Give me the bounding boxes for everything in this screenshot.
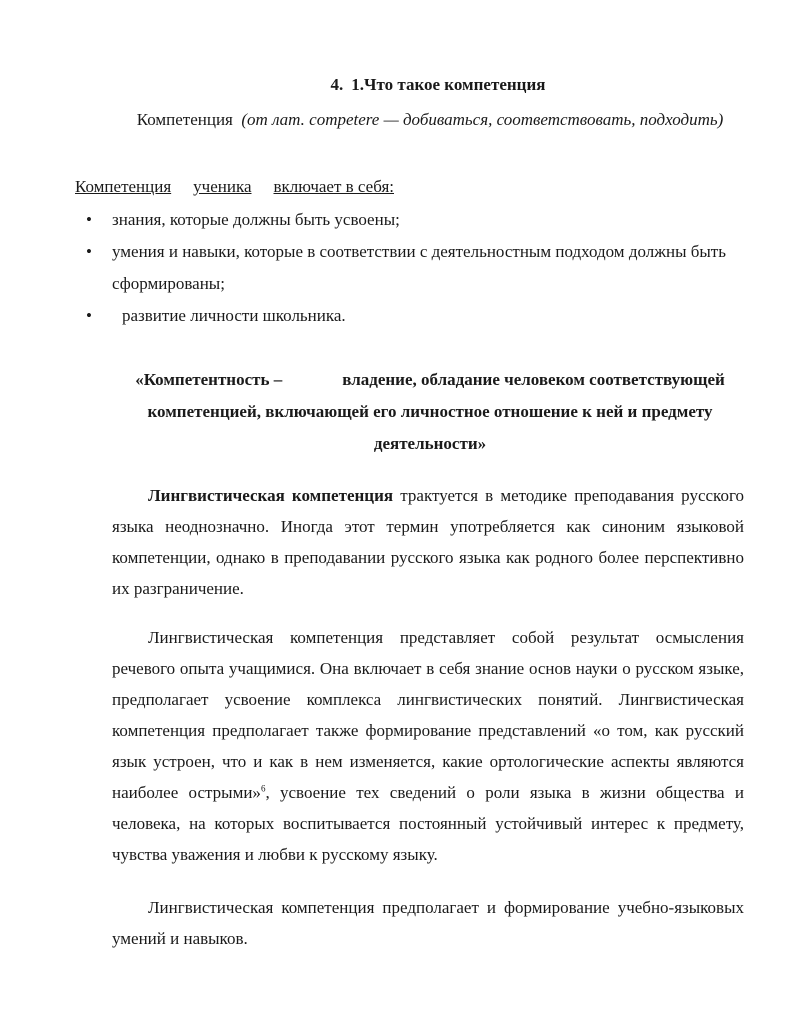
definition-line	[110, 104, 750, 136]
intro-line	[75, 174, 394, 200]
list-item-text: умения и навыки, которые в соответствии с деятельностным подходом должны быть сформированы;	[112, 242, 726, 293]
section-heading	[0, 72, 800, 98]
paragraph-2	[112, 622, 744, 870]
paragraph-2-text-after: , усвоение тех сведений о роли языка в жизни общества и человека, на которых воспитывается постоянный устойчивый интерес к предмету, чувства уважения и любви к русскому языку.	[112, 783, 744, 864]
section-number: 4.	[330, 75, 344, 94]
list-item	[0, 300, 800, 332]
list-item	[0, 204, 800, 236]
paragraph-3	[112, 892, 744, 954]
list-item-text: знания, которые должны быть усвоены;	[112, 210, 400, 229]
quote-block	[100, 364, 760, 460]
paragraph-1	[112, 480, 744, 604]
paragraph-3-text: Лингвистическая компетенция предполагает и формирование учебно-языковых умений и навыков.	[112, 898, 744, 948]
bullet-icon: •	[86, 242, 92, 261]
definition-etymology: (от лат. competere — добиваться, соответствовать, подходить)	[241, 110, 724, 129]
quote-term: «Компетентность –	[135, 370, 283, 389]
list-item	[0, 236, 800, 300]
section-title: 1.Что такое компетенция	[351, 75, 546, 94]
bullet-list	[0, 204, 800, 332]
paragraph-1-bold-lead: Лингвистическая компетенция	[148, 486, 394, 505]
footnote-marker[interactable]: 6	[260, 783, 266, 794]
intro-word-1: Компетенция	[75, 177, 172, 196]
intro-word-3: включает в себя:	[273, 177, 394, 196]
paragraph-2-text-before: Лингвистическая компетенция представляет собой результат осмысления речевого опыта учащимися. Она включает в себя знание основ науки о русском языке, предполагает усвоение комплекса лингвистических понятий. Лингвистическая компетенция предполагает также формирование представлений «о том, как русский язык устроен, что и как в нем изменяется, какие ортологические аспекты являются наиболее острыми»	[112, 628, 744, 802]
quote-definition: владение, обладание человеком соответствующей компетенцией, включающей его личностное отношение к ней и предмету деятельности»	[147, 370, 725, 453]
intro-word-2: ученика	[193, 177, 252, 196]
list-item-text: развитие личности школьника.	[122, 306, 346, 325]
bullet-icon: •	[86, 306, 92, 325]
definition-term: Компетенция	[136, 110, 233, 129]
paragraph-1-text: трактуется в методике преподавания русского языка неоднозначно. Иногда этот термин употребляется как синоним языковой компетенции, однако в преподавании русского языка как родного более перспективно их разграничение.	[112, 486, 744, 598]
bullet-icon: •	[86, 210, 92, 229]
